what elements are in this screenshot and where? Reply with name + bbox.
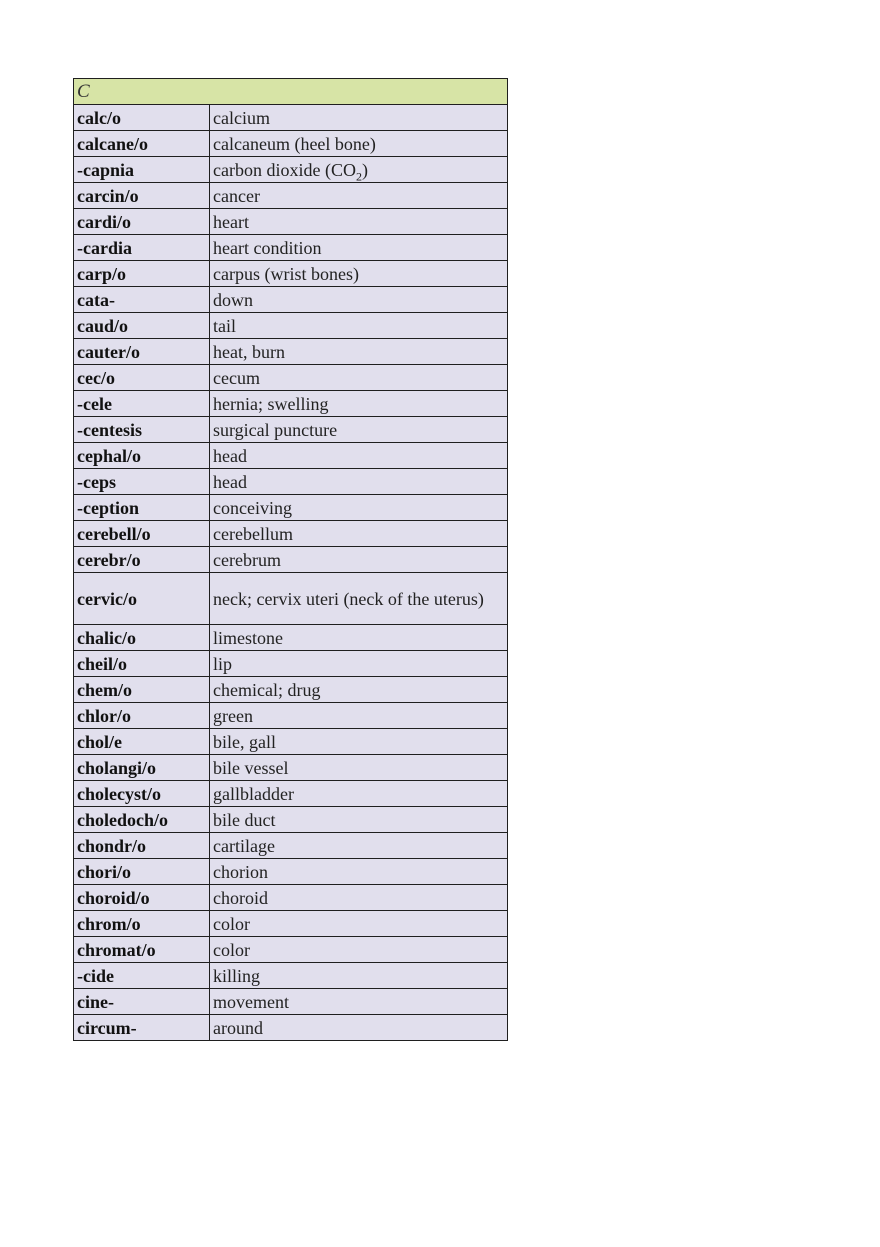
term-cell: -cide	[74, 963, 210, 989]
meaning-cell: gallbladder	[210, 781, 508, 807]
term-cell: carcin/o	[74, 183, 210, 209]
meaning-cell: heart condition	[210, 235, 508, 261]
table-row	[74, 261, 508, 287]
term-cell: calc/o	[74, 105, 210, 131]
term-cell: cec/o	[74, 365, 210, 391]
meaning-cell: color	[210, 911, 508, 937]
meaning-cell: movement	[210, 989, 508, 1015]
meaning-text-after: )	[361, 159, 368, 180]
meaning-cell: green	[210, 703, 508, 729]
meaning-cell: down	[210, 287, 508, 313]
term-cell: choroid/o	[74, 885, 210, 911]
meaning-cell	[210, 157, 508, 183]
term-cell: caud/o	[74, 313, 210, 339]
meaning-cell: calcaneum (heel bone)	[210, 131, 508, 157]
table-row	[74, 287, 508, 313]
meaning-cell: heart	[210, 209, 508, 235]
meaning-cell: surgical puncture	[210, 417, 508, 443]
meaning-cell: head	[210, 469, 508, 495]
table-row	[74, 417, 508, 443]
table-row	[74, 105, 508, 131]
meaning-cell: bile duct	[210, 807, 508, 833]
term-cell: cholangi/o	[74, 755, 210, 781]
meaning-cell: bile vessel	[210, 755, 508, 781]
term-cell: cervic/o	[74, 573, 210, 625]
term-cell: choledoch/o	[74, 807, 210, 833]
table-row	[74, 443, 508, 469]
medical-terms-table	[73, 78, 508, 1041]
term-cell: cheil/o	[74, 651, 210, 677]
term-cell: chromat/o	[74, 937, 210, 963]
table-body	[74, 79, 508, 1041]
table-row	[74, 859, 508, 885]
table-row	[74, 833, 508, 859]
term-cell: chrom/o	[74, 911, 210, 937]
section-letter: C	[74, 79, 508, 105]
table-row	[74, 547, 508, 573]
table-row	[74, 937, 508, 963]
term-cell: carp/o	[74, 261, 210, 287]
term-cell: -ception	[74, 495, 210, 521]
term-cell: cauter/o	[74, 339, 210, 365]
table-row	[74, 157, 508, 183]
term-cell: chalic/o	[74, 625, 210, 651]
table-row	[74, 625, 508, 651]
term-cell: cerebr/o	[74, 547, 210, 573]
term-cell: cephal/o	[74, 443, 210, 469]
table-row	[74, 339, 508, 365]
meaning-cell: tail	[210, 313, 508, 339]
table-row	[74, 807, 508, 833]
term-cell: chori/o	[74, 859, 210, 885]
term-cell: chlor/o	[74, 703, 210, 729]
meaning-cell: color	[210, 937, 508, 963]
table-row	[74, 469, 508, 495]
term-cell: cata-	[74, 287, 210, 313]
term-cell: chondr/o	[74, 833, 210, 859]
table-row	[74, 521, 508, 547]
term-cell: cine-	[74, 989, 210, 1015]
meaning-cell: cerebellum	[210, 521, 508, 547]
meaning-cell: bile, gall	[210, 729, 508, 755]
meaning-cell: cartilage	[210, 833, 508, 859]
table-row	[74, 391, 508, 417]
term-cell: -centesis	[74, 417, 210, 443]
table-row	[74, 313, 508, 339]
term-cell: cholecyst/o	[74, 781, 210, 807]
term-cell: -ceps	[74, 469, 210, 495]
meaning-subscript: 2	[355, 169, 362, 183]
meaning-cell: limestone	[210, 625, 508, 651]
table-row	[74, 131, 508, 157]
term-cell: -cardia	[74, 235, 210, 261]
table-row	[74, 703, 508, 729]
term-cell: chol/e	[74, 729, 210, 755]
term-cell: chem/o	[74, 677, 210, 703]
meaning-cell: choroid	[210, 885, 508, 911]
table-row	[74, 885, 508, 911]
table-row	[74, 729, 508, 755]
table-row	[74, 781, 508, 807]
meaning-cell: cancer	[210, 183, 508, 209]
meaning-cell: lip	[210, 651, 508, 677]
table-row	[74, 755, 508, 781]
term-cell: cardi/o	[74, 209, 210, 235]
term-cell: -capnia	[74, 157, 210, 183]
term-cell: cerebell/o	[74, 521, 210, 547]
meaning-cell: carpus (wrist bones)	[210, 261, 508, 287]
meaning-cell: heat, burn	[210, 339, 508, 365]
table-row	[74, 573, 508, 625]
table-row	[74, 365, 508, 391]
meaning-cell: calcium	[210, 105, 508, 131]
meaning-cell: conceiving	[210, 495, 508, 521]
meaning-cell: hernia; swelling	[210, 391, 508, 417]
meaning-cell: cecum	[210, 365, 508, 391]
table-row	[74, 183, 508, 209]
section-header-row	[74, 79, 508, 105]
term-cell: calcane/o	[74, 131, 210, 157]
meaning-text: carbon dioxide (CO	[213, 159, 356, 180]
table-row	[74, 651, 508, 677]
table-row	[74, 235, 508, 261]
meaning-cell: chemical; drug	[210, 677, 508, 703]
table-row	[74, 989, 508, 1015]
meaning-cell: around	[210, 1015, 508, 1041]
meaning-cell: neck; cervix uteri (neck of the uterus)	[210, 573, 508, 625]
meaning-cell: chorion	[210, 859, 508, 885]
meaning-cell: head	[210, 443, 508, 469]
term-cell: -cele	[74, 391, 210, 417]
table-row	[74, 209, 508, 235]
meaning-cell: cerebrum	[210, 547, 508, 573]
table-row	[74, 963, 508, 989]
table-row	[74, 1015, 508, 1041]
table-row	[74, 495, 508, 521]
table-row	[74, 677, 508, 703]
term-cell: circum-	[74, 1015, 210, 1041]
table-row	[74, 911, 508, 937]
meaning-cell: killing	[210, 963, 508, 989]
